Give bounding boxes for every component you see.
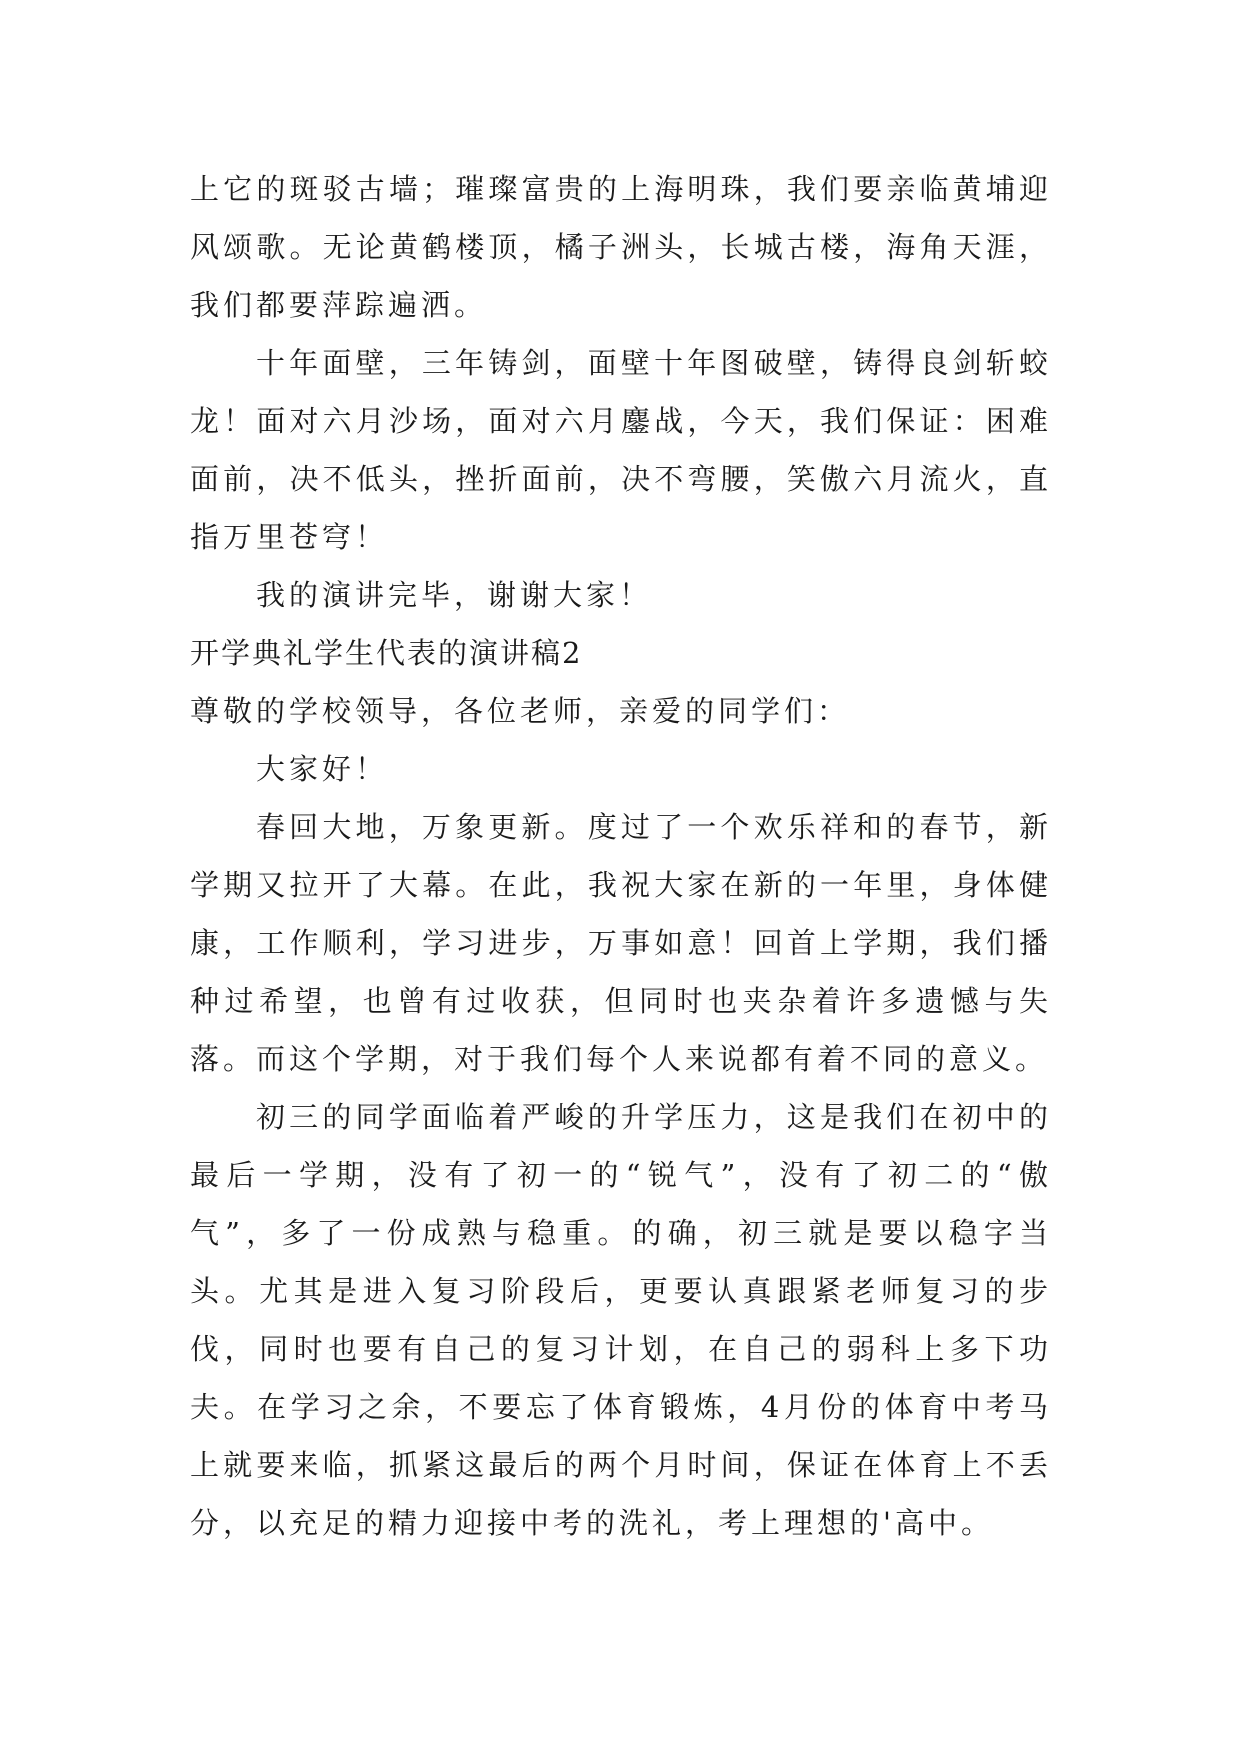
paragraph-grade-three: 初三的同学面临着严峻的升学压力，这是我们在初中的最后一学期，没有了初一的“锐气”，没有了初二的“傲气”，多了一份成熟与稳重。的确，初三就是要以稳字当头。尤其是进入复习阶段后，更要认真跟紧老师复习的步伐，同时也要有自己的复习计划，在自己的弱科上多下功夫。在学习之余，不要忘了体育锻炼，4月份的体育中考马上就要来临，抓紧这最后的两个月时间，保证在体育上不丢分，以充足的精力迎接中考的洗礼，考上理想的'高中。 xyxy=(190,1100,1052,1540)
paragraph-travel: 上它的斑驳古墙；璀璨富贵的上海明珠，我们要亲临黄埔迎风颂歌。无论黄鹤楼顶，橘子洲头，长城古楼，海角天涯，我们都要萍踪遍洒。 xyxy=(190,172,1052,322)
salutation: 尊敬的学校领导，各位老师，亲爱的同学们： xyxy=(190,694,851,728)
section-heading: 开学典礼学生代表的演讲稿2 xyxy=(190,636,583,670)
document-body xyxy=(190,160,1052,1552)
paragraph-pledge: 十年面壁，三年铸剑，面壁十年图破壁，铸得良剑斩蛟龙！面对六月沙场，面对六月鏖战，今天，我们保证：困难面前，决不低头，挫折面前，决不弯腰，笑傲六月流火，直指万里苍穹！ xyxy=(190,346,1052,554)
paragraph-new-term: 春回大地，万象更新。度过了一个欢乐祥和的春节，新学期又拉开了大幕。在此，我祝大家在新的一年里，身体健康，工作顺利，学习进步，万事如意！回首上学期，我们播种过希望，也曾有过收获，但同时也夹杂着许多遗憾与失落。而这个学期，对于我们每个人来说都有着不同的意义。 xyxy=(190,810,1052,1076)
greeting: 大家好！ xyxy=(256,752,389,786)
paragraph-closing: 我的演讲完毕，谢谢大家！ xyxy=(256,578,653,612)
